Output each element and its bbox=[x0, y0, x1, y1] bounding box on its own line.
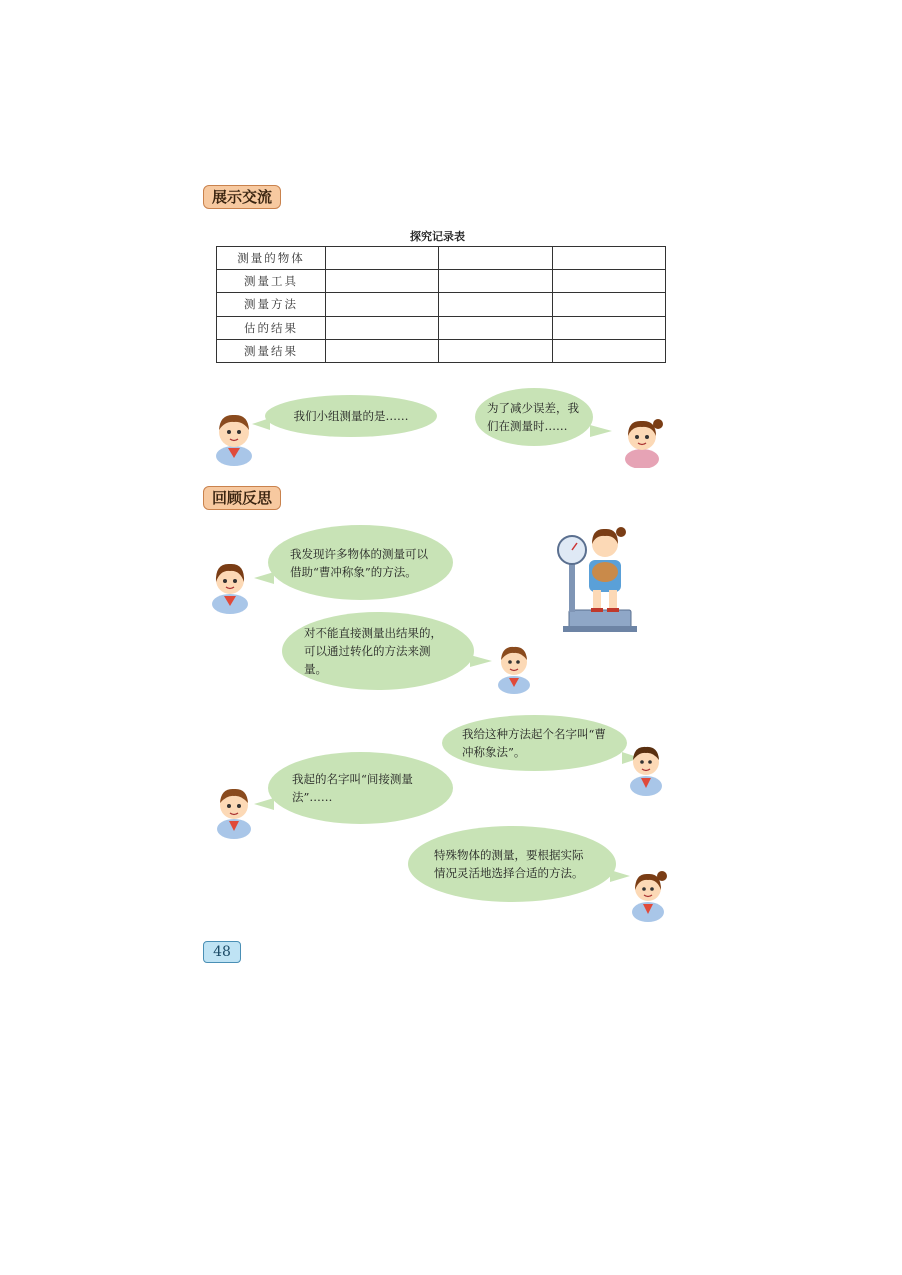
bubble-tail bbox=[590, 425, 612, 437]
table-cell bbox=[326, 316, 439, 339]
row-label: 估的结果 bbox=[217, 316, 326, 339]
table-title: 探究记录表 bbox=[410, 230, 465, 243]
page-number: 48 bbox=[203, 941, 241, 963]
bubble-tail bbox=[252, 418, 270, 430]
table-cell bbox=[439, 316, 552, 339]
girl-avatar-icon bbox=[616, 412, 668, 468]
section-review-tag: 回顾反思 bbox=[203, 486, 281, 510]
record-table bbox=[216, 246, 666, 363]
speech-text: 我给这种方法起个名字叫“曹冲称象法”。 bbox=[462, 727, 606, 759]
speech-text: 对不能直接测量出结果的，可以通过转化的方法来测量。 bbox=[304, 626, 442, 676]
table-cell bbox=[326, 339, 439, 362]
boy-avatar-icon bbox=[490, 640, 538, 694]
table-cell bbox=[552, 339, 665, 362]
bubble-tail bbox=[254, 798, 274, 810]
girl-avatar-icon bbox=[204, 556, 256, 614]
table-row bbox=[217, 270, 666, 293]
section-show-exchange-tag: 展示交流 bbox=[203, 185, 281, 209]
table-cell bbox=[439, 339, 552, 362]
speech-text: 我起的名字叫“间接测量法”…… bbox=[292, 772, 413, 804]
table-cell bbox=[552, 293, 665, 316]
speech-text: 我发现许多物体的测量可以借助“曹冲称象”的方法。 bbox=[290, 546, 428, 579]
table-cell bbox=[439, 247, 552, 270]
row-label: 测量方法 bbox=[217, 293, 326, 316]
table-row bbox=[217, 339, 666, 362]
table-row bbox=[217, 293, 666, 316]
table-cell bbox=[552, 270, 665, 293]
speech-text: 我们小组测量的是…… bbox=[293, 409, 409, 423]
speech-bubble-7 bbox=[408, 826, 616, 902]
table-cell bbox=[439, 293, 552, 316]
speech-bubble-2 bbox=[475, 388, 593, 446]
row-label: 测量结果 bbox=[217, 339, 326, 362]
speech-bubble-4 bbox=[282, 612, 474, 690]
table-cell bbox=[552, 247, 665, 270]
table-cell bbox=[326, 247, 439, 270]
table-row bbox=[217, 247, 666, 270]
boy-avatar-icon bbox=[622, 740, 670, 796]
speech-text: 特殊物体的测量，要根据实际情况灵活地选择合适的方法。 bbox=[434, 848, 584, 880]
table-row bbox=[217, 316, 666, 339]
speech-bubble-3 bbox=[268, 525, 453, 600]
table-cell bbox=[552, 316, 665, 339]
girl-avatar-icon bbox=[624, 866, 672, 922]
table-cell bbox=[326, 293, 439, 316]
boy-avatar-icon bbox=[208, 783, 260, 839]
boy-avatar-icon bbox=[210, 408, 262, 466]
row-label: 测量工具 bbox=[217, 270, 326, 293]
speech-bubble-6 bbox=[268, 752, 453, 824]
speech-text: 为了减少误差，我们在测量时…… bbox=[487, 401, 579, 433]
bubble-tail bbox=[254, 572, 274, 584]
row-label: 测量的物体 bbox=[217, 247, 326, 270]
girl-on-scale-icon bbox=[555, 510, 645, 635]
bubble-tail bbox=[470, 655, 492, 667]
speech-bubble-5 bbox=[442, 715, 627, 771]
table-cell bbox=[439, 270, 552, 293]
table-cell bbox=[326, 270, 439, 293]
speech-bubble-1 bbox=[265, 395, 437, 437]
